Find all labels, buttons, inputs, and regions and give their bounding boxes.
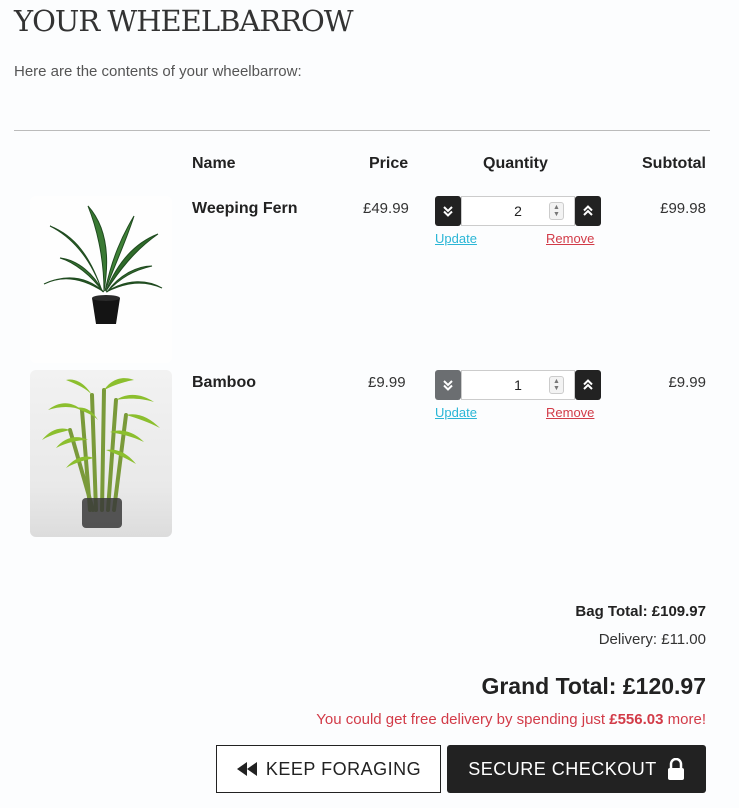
item-price: £9.99 (368, 374, 406, 391)
delivery-cost: Delivery: £11.00 (598, 631, 706, 648)
update-link[interactable]: Update (435, 405, 477, 420)
free-delivery-message (316, 711, 706, 728)
header-price: Price (369, 155, 409, 172)
keep-foraging-button[interactable] (216, 745, 441, 793)
header-quantity: Quantity (483, 155, 548, 172)
quantity-stepper (435, 370, 601, 400)
promo-suffix: more! (663, 711, 706, 728)
weeping-fern-image[interactable] (30, 196, 172, 363)
item-name: Bamboo (192, 374, 256, 391)
remove-link[interactable]: Remove (546, 231, 595, 246)
header-name: Name (192, 155, 236, 172)
quantity-value: 1 (514, 377, 522, 393)
keep-foraging-label: KEEP FORAGING (265, 758, 422, 779)
double-chevron-down-icon (442, 205, 454, 217)
quantity-value: 2 (514, 203, 522, 219)
double-chevron-down-icon (442, 379, 454, 391)
remove-link[interactable]: Remove (546, 405, 595, 420)
divider (14, 130, 710, 131)
decrement-button[interactable] (435, 370, 461, 400)
quantity-input[interactable] (461, 196, 575, 226)
grand-total: Grand Total: £120.97 (481, 673, 706, 699)
item-price: £49.99 (363, 200, 409, 217)
lock-icon (667, 758, 685, 780)
page-title: YOUR WHEELBARROW (14, 4, 353, 38)
item-subtotal: £99.98 (660, 200, 706, 217)
quantity-stepper (435, 196, 601, 226)
increment-button[interactable] (575, 370, 601, 400)
promo-prefix: You could get free delivery by spending just (316, 711, 610, 728)
item-name: Weeping Fern (192, 200, 298, 217)
double-chevron-up-icon (582, 205, 594, 217)
secure-checkout-button[interactable] (447, 745, 706, 793)
rewind-icon (236, 761, 258, 777)
spinner-control[interactable]: ▲ ▼ (549, 202, 564, 220)
increment-button[interactable] (575, 196, 601, 226)
promo-amount: £556.03 (609, 711, 664, 728)
bag-total: Bag Total: £109.97 (575, 603, 706, 620)
bamboo-image[interactable] (30, 370, 172, 537)
header-subtotal: Subtotal (642, 155, 706, 172)
spinner-control[interactable]: ▲ ▼ (549, 376, 564, 394)
quantity-input[interactable] (461, 370, 575, 400)
secure-checkout-label: SECURE CHECKOUT (468, 758, 657, 779)
decrement-button[interactable] (435, 196, 461, 226)
update-link[interactable]: Update (435, 231, 477, 246)
item-subtotal: £9.99 (668, 374, 706, 391)
intro-text: Here are the contents of your wheelbarrow: (14, 63, 302, 80)
double-chevron-up-icon (582, 379, 594, 391)
